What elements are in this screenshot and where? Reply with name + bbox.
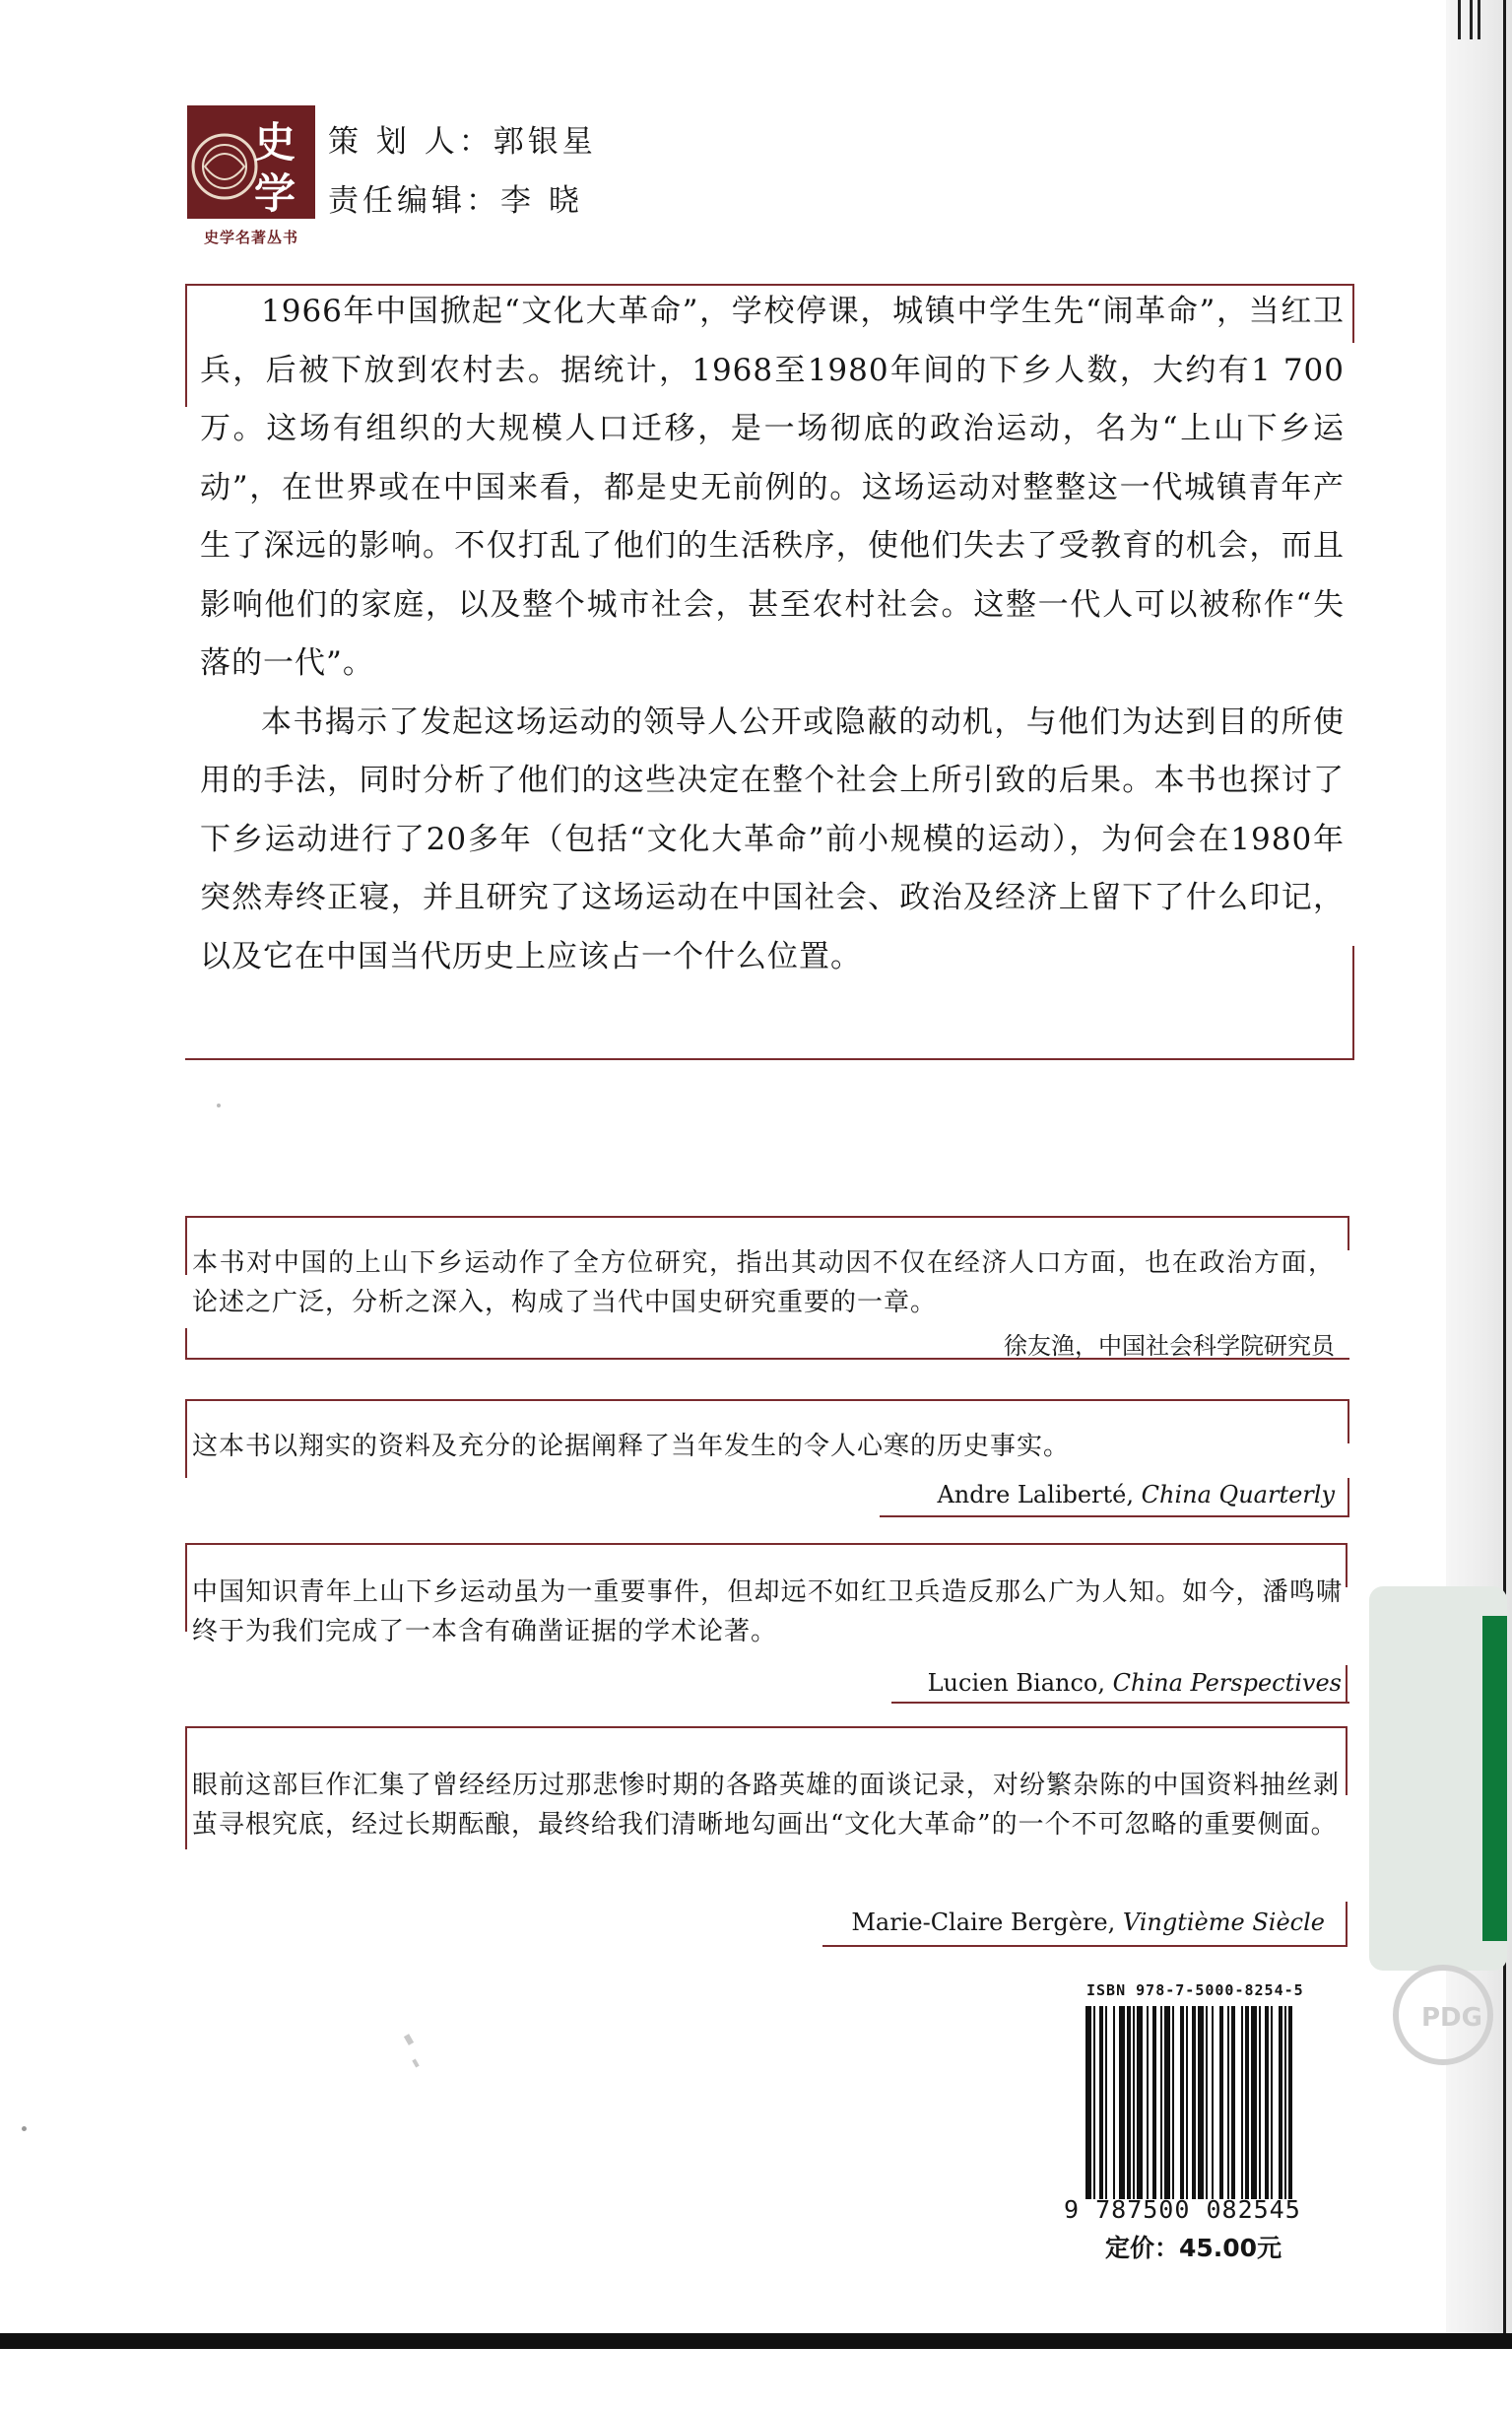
review-frame-bottom <box>822 1945 1348 1947</box>
review-text: 中国知识青年上山下乡运动虽为一重要事件，但却远不如红卫兵造反那么广为人知。如今，潘鸣啸终于为我们完成了一本含有确凿证据的学术论著。 <box>192 1577 1343 1646</box>
review-frame-right <box>1346 1726 1348 1795</box>
isbn-barcode <box>1084 2006 1338 2199</box>
review-frame-right-low <box>1348 1478 1349 1517</box>
review-author: Marie-Claire Bergère, <box>851 1909 1123 1936</box>
scan-tick <box>1458 0 1461 39</box>
svg-text:PDG: PDG <box>1421 2003 1482 2033</box>
review-source: China Perspectives <box>1112 1669 1342 1697</box>
review-frame-right-low <box>1346 1902 1348 1947</box>
review-text: 本书对中国的上山下乡运动作了全方位研究，指出其动因不仅在经济人口方面，也在政治方面，论述之广泛，分析之深入，构成了当代中国史研究重要的一章。 <box>192 1248 1335 1317</box>
review-text: 这本书以翔实的资料及充分的论据阐释了当年发生的令人心寒的历史事实。 <box>192 1432 1071 1461</box>
credit-label: 责任编辑 <box>328 183 466 219</box>
price-label: 定价：45.00元 <box>1105 2234 1282 2262</box>
review-frame-left <box>185 1543 187 1632</box>
review-frame-left-low <box>185 1328 187 1360</box>
review-attribution <box>690 1669 1342 1697</box>
series-logo-emblem-icon <box>187 105 315 219</box>
book-description <box>200 283 1345 986</box>
review-frame-bottom <box>880 1515 1349 1517</box>
credit-separator: ： <box>466 183 500 219</box>
review-frame-bottom <box>891 1702 1349 1704</box>
review-frame-right <box>1346 1543 1348 1587</box>
blurb-frame-right-top <box>1352 284 1354 343</box>
blurb-frame-left <box>185 284 187 407</box>
review-frame-left <box>185 1726 187 1849</box>
svg-text:学: 学 <box>254 169 296 218</box>
review-author: 徐友渔，中国社会科学院研究员 <box>1004 1332 1335 1360</box>
review-frame-right <box>1348 1216 1349 1250</box>
credit-separator: ： <box>458 124 493 160</box>
credit-value: 李 晓 <box>500 183 583 219</box>
scan-speck <box>412 2059 419 2068</box>
description-paragraph: 1966年中国掀起“文化大革命”，学校停课，城镇中学生先“闹革命”，当红卫兵，后被下放到农村去。据统计，1968至1980年间的下乡人数，大约有1 700万。这场有组织的大规模人口迁移，是一场彻底的政治运动，名为“上山下乡运动”，在世界或在中国来看，都是史无前例的。这场运动对整整这一代城镇青年产生了深远的影响。不仅打乱了他们的生活秩序，使他们失去了受教育的机会，而且影响他们的家庭，以及整个城市社会，甚至农村社会。这整一代人可以被称作“失落的一代”。 <box>200 294 1345 681</box>
review-frame-top <box>185 1726 1348 1728</box>
description-paragraph: 本书揭示了发起这场运动的领导人公开或隐蔽的动机，与他们为达到目的所使用的手法，同时分析了他们的这些决定在整个社会上所引致的后果。本书也探讨了下乡运动进行了20多年（包括“文化大革命”前小规模的运动），为何会在1980年突然寿终正寝，并且研究了这场运动在中国社会、政治及经济上留下了什么印记，以及它在中国当代历史上应该占一个什么位置。 <box>200 704 1345 974</box>
barcode-digits: 9 787500 082545 <box>1064 2195 1301 2224</box>
series-name-badge: 史学名著丛书 <box>187 223 315 252</box>
series-logo <box>187 105 315 219</box>
scan-bottom-margin <box>0 2349 1512 2412</box>
scan-speck <box>22 2126 27 2131</box>
blurb-frame-right-bottom <box>1352 946 1354 1059</box>
svg-text:史: 史 <box>254 118 296 167</box>
scan-speck <box>404 2034 414 2045</box>
review-author: Andre Laliberté, <box>937 1481 1142 1508</box>
scan-bottom-edge <box>0 2333 1512 2349</box>
scan-edge-line <box>1503 0 1506 2335</box>
review-text: 眼前这部巨作汇集了曾经经历过那悲惨时期的各路英雄的面谈记录，对纷繁杂陈的中国资料抽丝剥茧寻根究底，经过长期酝酿，最终给我们清晰地勾画出“文化大革命”的一个不可忽略的重要侧面。 <box>192 1771 1340 1840</box>
scan-tick <box>1470 0 1473 39</box>
review-source: Vingtième Siècle <box>1122 1909 1325 1936</box>
review-frame-top <box>185 1399 1349 1401</box>
blurb-frame-bottom <box>185 1058 1354 1060</box>
review-attribution <box>690 1909 1325 1936</box>
scan-speck <box>217 1104 221 1107</box>
review-frame-right-low <box>1346 1665 1348 1704</box>
isbn-label: ISBN 978-7-5000-8254-5 <box>1086 1981 1304 1999</box>
review-frame-right <box>1348 1399 1349 1443</box>
review-frame-top <box>185 1543 1348 1545</box>
credit-editor <box>328 175 583 220</box>
scan-tick <box>1478 0 1480 39</box>
review-author: Lucien Bianco, <box>927 1669 1113 1697</box>
credit-value: 郭银星 <box>493 124 597 160</box>
credit-planner <box>328 116 597 161</box>
review-frame-top <box>185 1216 1349 1218</box>
review-frame-left <box>185 1399 187 1478</box>
review-source: China Quarterly <box>1141 1481 1335 1508</box>
watermark-green-strip <box>1482 1616 1507 1941</box>
barcode-bars-icon <box>1084 2006 1338 2199</box>
review-attribution <box>690 1481 1335 1508</box>
credit-label: 策 划 人 <box>328 124 459 160</box>
watermark-circle-icon <box>1374 1961 1502 2079</box>
review-frame-left <box>185 1216 187 1275</box>
review-attribution <box>690 1326 1335 1361</box>
